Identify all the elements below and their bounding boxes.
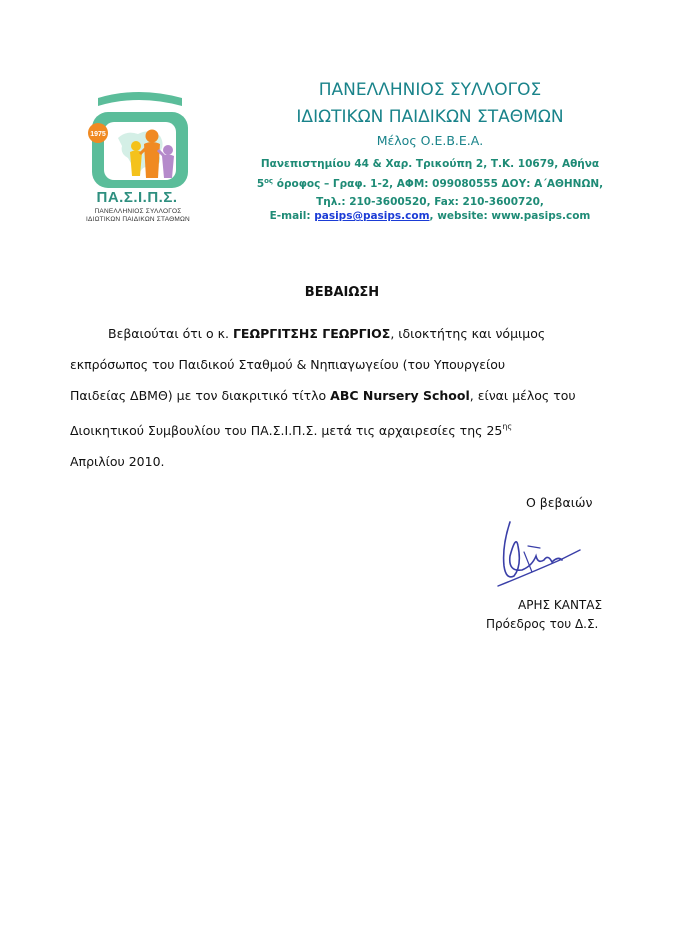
logo-subtitle-line2: ΙΔΙΩΤΙΚΩΝ ΠΑΙΔΙΚΩΝ ΣΤΑΘΜΩΝ bbox=[86, 216, 190, 223]
logo-subtitle-line1: ΠΑΝΕΛΛΗΝΙΟΣ ΣΥΛΛΟΓΟΣ bbox=[94, 208, 182, 215]
org-name-line2: ΙΔΙΩΤΙΚΩΝ ΠΑΙΔΙΚΩΝ ΣΤΑΘΜΩΝ bbox=[296, 107, 564, 127]
certificate-body bbox=[70, 318, 610, 477]
org-name-line1: ΠΑΝΕΛΛΗΝΙΟΣ ΣΥΛΛΟΓΟΣ bbox=[318, 80, 542, 100]
signature-label: Ο βεβαιών bbox=[526, 495, 593, 510]
member-name: ΓΕΩΡΓΙΤΣΗΣ ΓΕΩΡΓΙΟΣ bbox=[232, 326, 391, 341]
document-title: ΒΕΒΑΙΩΣΗ bbox=[304, 285, 380, 300]
school-name: ABC Nursery School bbox=[330, 388, 470, 403]
body-line-5: Απριλίου 2010. bbox=[70, 454, 165, 469]
email-link[interactable]: pasips@pasips.com bbox=[314, 210, 430, 222]
association-logo bbox=[78, 88, 198, 228]
body-line-1: Βεβαιούται ότι ο κ. ΓΕΩΡΓΙΤΣΗΣ ΓΕΩΡΓΙΟΣ, ιδιοκτήτης και νόμιμος bbox=[108, 326, 546, 341]
signatory-role: Πρόεδρος του Δ.Σ. bbox=[486, 617, 599, 631]
signatory-name: ΑΡΗΣ ΚΑΝΤΑΣ bbox=[518, 598, 603, 612]
logo-emblem-icon bbox=[78, 88, 198, 188]
membership-line: Μέλος Ο.Ε.Β.Ε.Α. bbox=[376, 133, 484, 148]
address-line2: $5^{o\varsigma}$ όροφος – Γραφ. 1-2, ΑΦΜ: 099080555 ΔΟΥ: Α΄ΑΘΗΝΩΝ, bbox=[256, 177, 604, 190]
body-line-2: εκπρόσωπος του Παιδικού Σταθμού & Νηπιαγωγείου (του Υπουργείου bbox=[70, 357, 506, 372]
body-line-3: Παιδείας ΔΒΜΘ) με τον διακριτικό τίτλο ABC Nursery School, είναι μέλος του bbox=[70, 388, 576, 403]
phone-fax-line: Τηλ.: 210-3600520, Fax: 210-3600720, bbox=[316, 196, 544, 208]
body-line-4: Διοικητικού Συμβουλίου του ΠΑ.Σ.Ι.Π.Σ. μετά τις αρχαιρεσίες της $25^{\eta\varsigma}$ bbox=[70, 422, 513, 438]
contact-line: E-mail: pasips@pasips.com, website: www.pasips.com bbox=[269, 210, 591, 222]
svg-text:1975: 1975 bbox=[90, 131, 106, 138]
logo-roof-icon bbox=[98, 92, 182, 106]
address-line1: Πανεπιστημίου 44 & Χαρ. Τρικούπη 2, Τ.Κ. 10679, Αθήνα bbox=[260, 158, 600, 170]
logo-acronym: ΠΑ.Σ.Ι.Π.Σ. bbox=[96, 189, 178, 206]
handwritten-signature-icon bbox=[488, 516, 588, 596]
